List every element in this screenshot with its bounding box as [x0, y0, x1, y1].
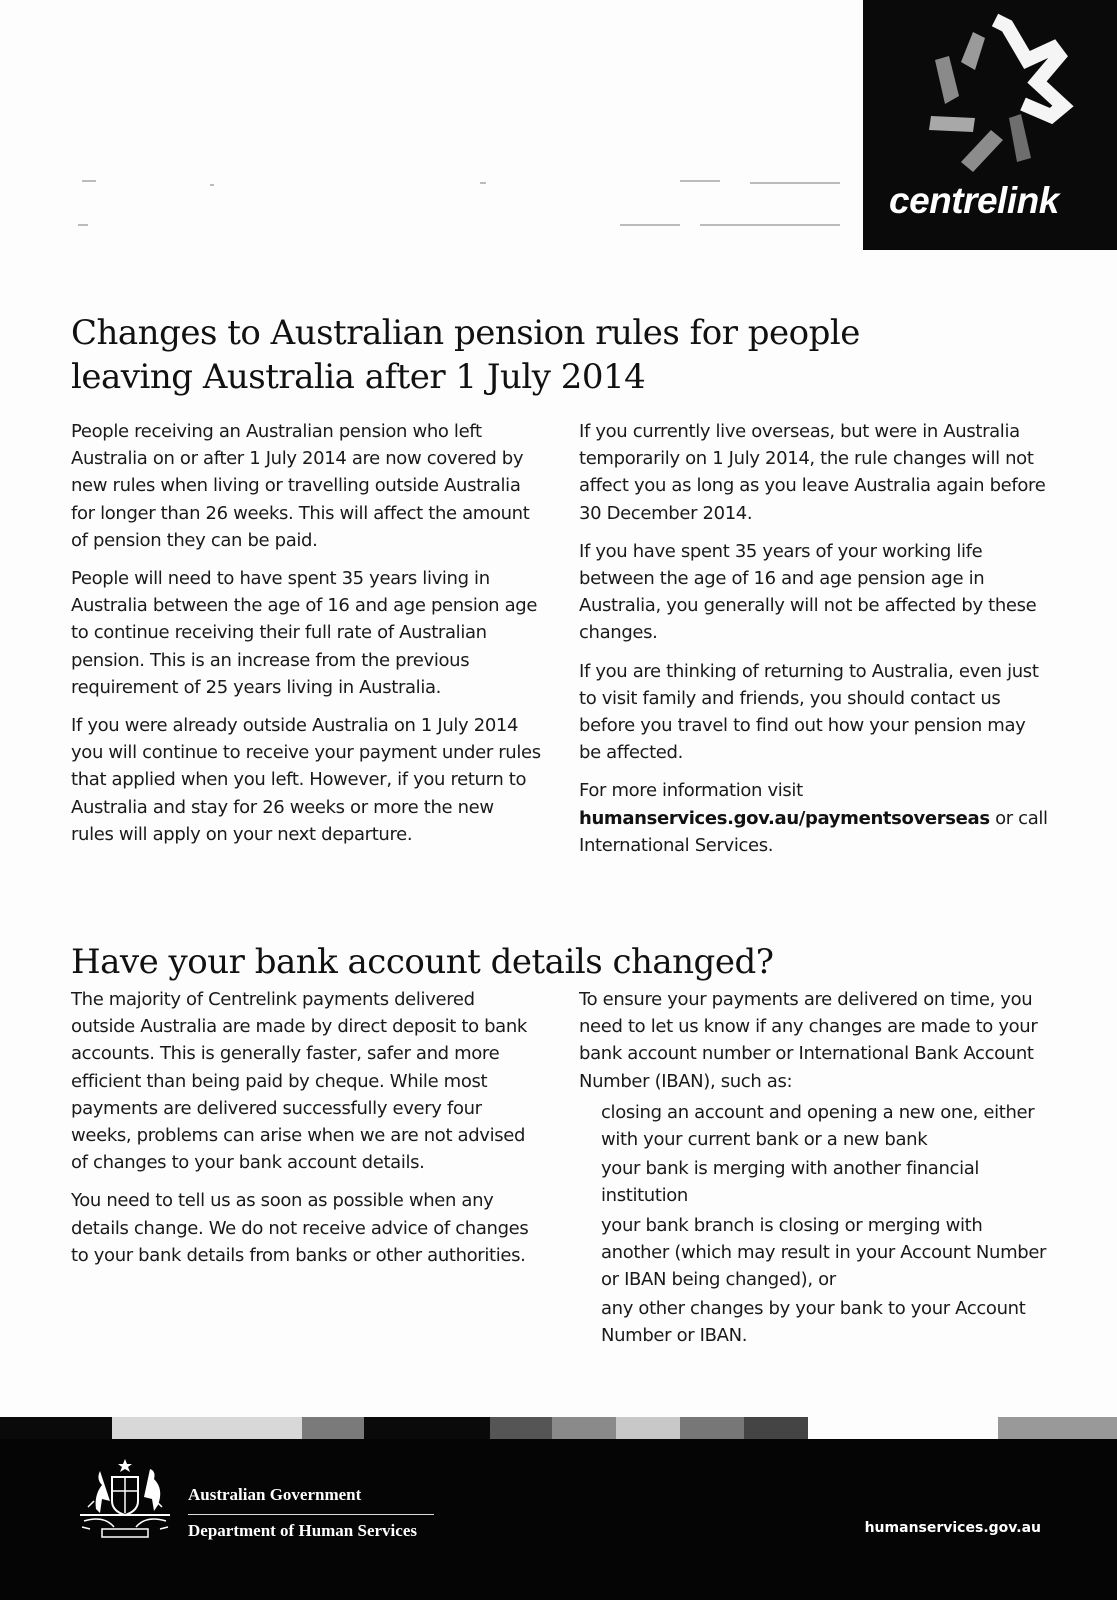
paragraph: To ensure your payments are delivered on time, you need to let us know if any changes are made to your bank account number or International Bank Account Number (IBAN), such as: [579, 989, 1038, 1092]
paragraph: People will need to have spent 35 years living in Australia between the age of 16 and age pension age to continue receiving their full rate of Australian pension. This is an increase from the previous requirement of 25 years living in Australia. [71, 568, 538, 698]
divider [188, 1514, 434, 1515]
section-heading-bank-details: Have your bank account details changed? [71, 942, 774, 982]
footer [0, 1439, 1117, 1600]
more-info-suffix: or call International Services. [579, 807, 1048, 856]
footer-website-link[interactable]: humanservices.gov.au [864, 1520, 1041, 1536]
list-item: any other changes by your bank to your Account Number or IBAN. [601, 1298, 1026, 1347]
more-info-paragraph [579, 777, 1049, 859]
list-item: your bank branch is closing or merging with another (which may result in your Account Number or IBAN being changed), or [601, 1214, 1047, 1291]
centrelink-logo [863, 0, 1117, 250]
scan-artifact [60, 178, 860, 238]
centrelink-star-icon [903, 12, 1083, 182]
paragraph: If you are thinking of returning to Australia, even just to visit family and friends, you should contact us before you travel to find out how your pension may be affected. [579, 660, 1039, 764]
bank-details-left-column [71, 986, 541, 1280]
paragraph: If you currently live overseas, but were in Australia temporarily on 1 July 2014, the rule changes will not affect you as long as you leave Australia again before 30 December 2014. [579, 421, 1046, 524]
department-label: Department of Human Services [188, 1521, 417, 1540]
list-item: your bank is merging with another financial institution [601, 1158, 980, 1207]
bank-details-right-column [579, 986, 1049, 1352]
centrelink-wordmark: centrelink [889, 180, 1059, 221]
bank-change-list [579, 1099, 1049, 1350]
paragraph: You need to tell us as soon as possible when any details change. We do not receive advice of changes to your bank details from banks or other authorities. [71, 1190, 529, 1266]
paragraph: The majority of Centrelink payments delivered outside Australia are made by direct deposit to bank accounts. This is generally faster, safer and more efficient than being paid by cheque. While most payments are delivered successfully every four weeks, problems can arise when we are not advised of changes to your bank account details. [71, 989, 527, 1174]
pension-rules-left-column [71, 418, 541, 859]
australian-government-label: Australian Government [188, 1485, 362, 1504]
payments-overseas-link[interactable]: humanservices.gov.au/paymentsoverseas [579, 807, 990, 829]
paragraph: If you have spent 35 years of your working life between the age of 16 and age pension age in Australia, you generally will not be affected by these changes. [579, 540, 1037, 644]
footer-scan-strip [0, 1417, 1117, 1439]
paragraph: People receiving an Australian pension who left Australia on or after 1 July 2014 are now covered by new rules when living or travelling outside Australia for longer than 26 weeks. This will affect the amount of pension they can be paid. [71, 421, 530, 551]
coat-of-arms-icon [70, 1455, 180, 1549]
paragraph: If you were already outside Australia on 1 July 2014 you will continue to receive your payment under rules that applied when you left. However, if you return to Australia and stay for 26 weeks or more the new rules will apply on your next departure. [71, 715, 541, 845]
pension-rules-right-column [579, 418, 1049, 870]
section-heading-pension-rules: Changes to Australian pension rules for people leaving Australia after 1 July 2014 [71, 313, 860, 397]
more-info-prefix: For more information visit [579, 780, 803, 802]
list-item: closing an account and opening a new one, either with your current bank or a new bank [601, 1101, 1035, 1151]
